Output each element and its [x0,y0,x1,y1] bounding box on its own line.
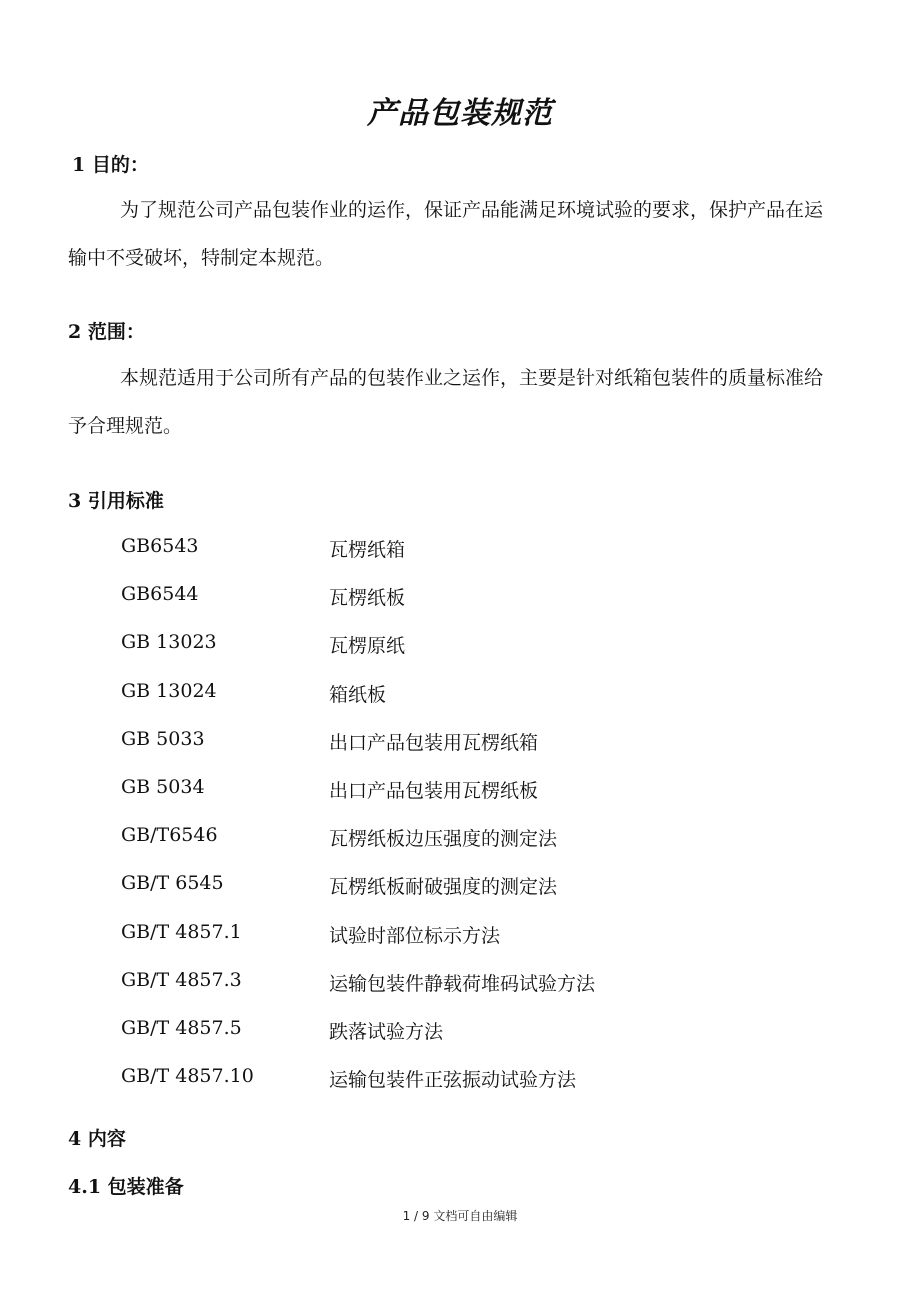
standard-code: GB/T 4857.5 [121,1017,242,1039]
standard-name: 运输包装件正弦振动试验方法 [329,1069,577,1092]
section-2-text: 本规范适用于公司所有产品的包装作业之运作，主要是针对纸箱包装件的质量标准给予合理规范。 [68,367,824,437]
page-footer: 1 / 9 文档可自由编辑 [402,1209,518,1223]
standard-code: GB/T 4857.3 [121,968,242,991]
standard-name: 箱纸板 [329,683,387,706]
standard-code: GB/T6546 [121,824,218,847]
section-1-text: 为了规范公司产品包装作业的运作，保证产品能满足环境试验的要求，保护产品在运输中不受破坏，特制定本规范。 [68,199,824,269]
standard-code: GB/T 6545 [121,872,224,895]
section-4-1-heading: 4.1 包装准备 [68,1176,184,1198]
standard-code: GB 13024 [121,679,217,702]
standard-name: 运输包装件静载荷堆码试验方法 [329,972,596,995]
standard-name: 试验时部位标示方法 [329,924,501,947]
section-1-heading: 1 目的： [72,154,149,176]
document-title: 产品包装规范 [367,96,553,131]
standard-name: 跌落试验方法 [329,1021,444,1043]
section-2-body [68,354,838,450]
section-3-heading: 3 引用标准 [68,490,164,512]
standard-name: 瓦楞纸箱 [329,539,406,561]
standard-name: 瓦楞原纸 [329,635,406,658]
section-2-heading: 2 范围： [68,321,145,343]
standard-code: GB/T 4857.1 [121,920,242,943]
standard-code: GB 5034 [121,776,205,798]
section-4-heading: 4 内容 [68,1128,126,1150]
standard-code: GB 5033 [121,727,205,750]
standard-code: GB6544 [121,583,199,606]
section-1-body [68,186,838,282]
standard-code: GB/T 4857.10 [121,1065,254,1088]
standard-name: 瓦楞纸板耐破强度的测定法 [329,876,558,899]
standard-name: 出口产品包装用瓦楞纸板 [329,780,539,802]
standard-name: 瓦楞纸板 [329,587,406,610]
standard-code: GB6543 [121,535,199,557]
standard-name: 瓦楞纸板边压强度的测定法 [329,828,558,851]
standard-code: GB 13023 [121,631,217,654]
standard-name: 出口产品包装用瓦楞纸箱 [329,731,539,754]
